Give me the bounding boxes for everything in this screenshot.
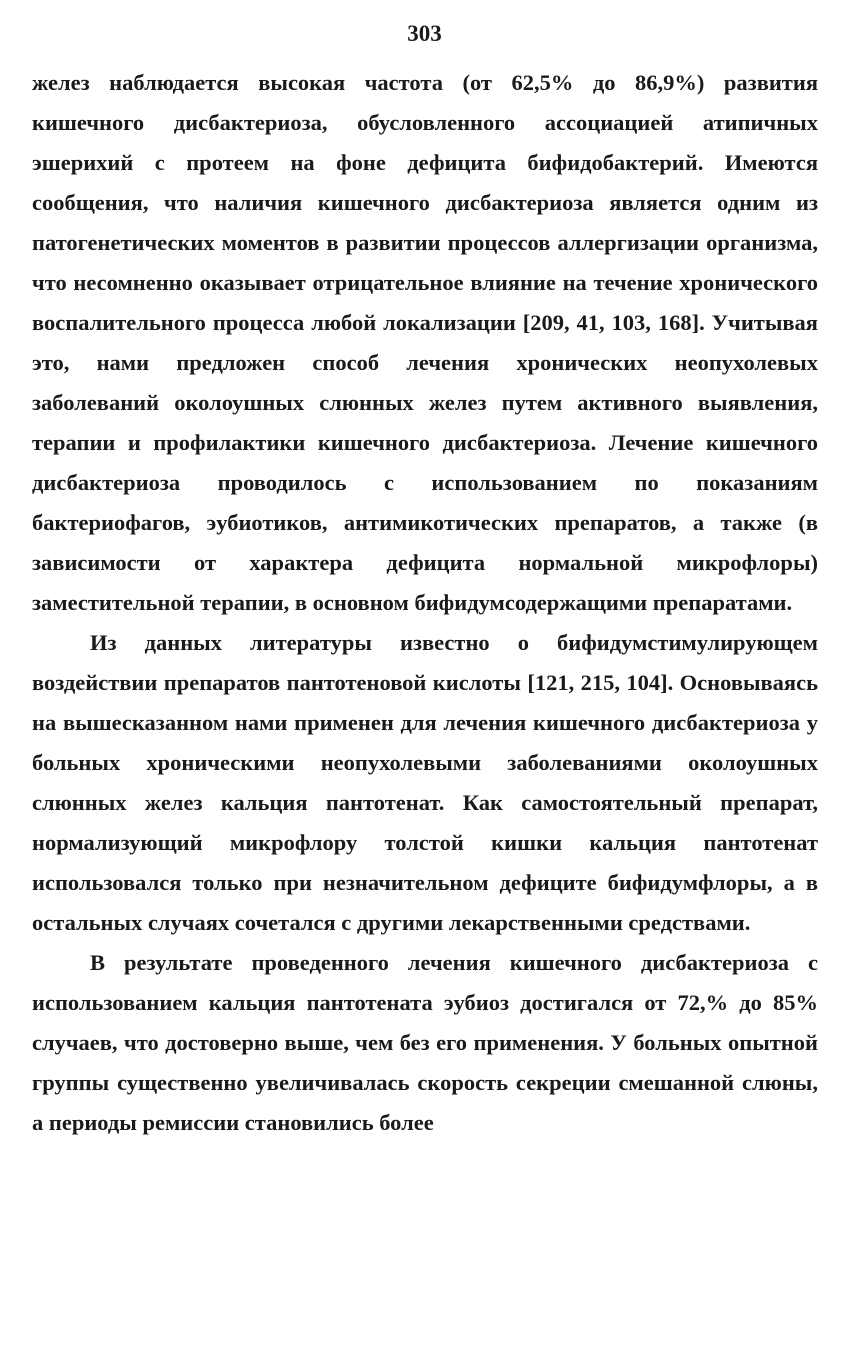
paragraph-3: В результате проведенного лечения кишечного дисбактериоза с использованием кальция пантотената эубиоз достигался от 72,% до 85% случаев, что достоверно выше, чем без его применения. У больных опытной группы существенно увеличивалась скорость секреции смешанной слюны, а периоды ремиссии становились более — [32, 950, 818, 1135]
paragraph-1: желез наблюдается высокая частота (от 62,5% до 86,9%) развития кишечного дисбактериоза, обусловленного ассоциацией атипичных эшерихий с протеем на фоне дефицита бифидобактерий. Имеются сообщения, что наличия кишечного дисбактериоза является одним из патогенетических моментов в развитии процессов аллергизации организма, что несомненно оказывает отрицательное влияние на течение хронического воспалительного процесса любой локализации [209, 41, 103, 168]. Учитывая это, нами предложен способ лечения хронических неопухолевых заболеваний околоушных слюнных желез путем активного выявления, терапии и профилактики кишечного дисбактериоза. Лечение кишечного дисбактериоза проводилось с использованием по показаниям бактериофагов, эубиотиков, антимикотических препаратов, а также (в зависимости от характера дефицита нормальной микрофлоры) заместительной терапии, в основном бифидумсодержащими препаратами. — [32, 70, 818, 615]
page-number: 303 — [407, 21, 442, 46]
body-text — [32, 63, 818, 1143]
paragraph-2: Из данных литературы известно о бифидумстимулирующем воздействии препаратов пантотеновой кислоты [121, 215, 104]. Основываясь на вышесказанном нами применен для лечения кишечного дисбактериоза у больных хроническими неопухолевыми заболеваниями околоушных слюнных желез кальция пантотенат. Как самостоятельный препарат, нормализующий микрофлору толстой кишки кальция пантотенат использовался только при незначительном дефиците бифидумфлоры, а в остальных случаях сочетался с другими лекарственными средствами. — [32, 630, 818, 935]
